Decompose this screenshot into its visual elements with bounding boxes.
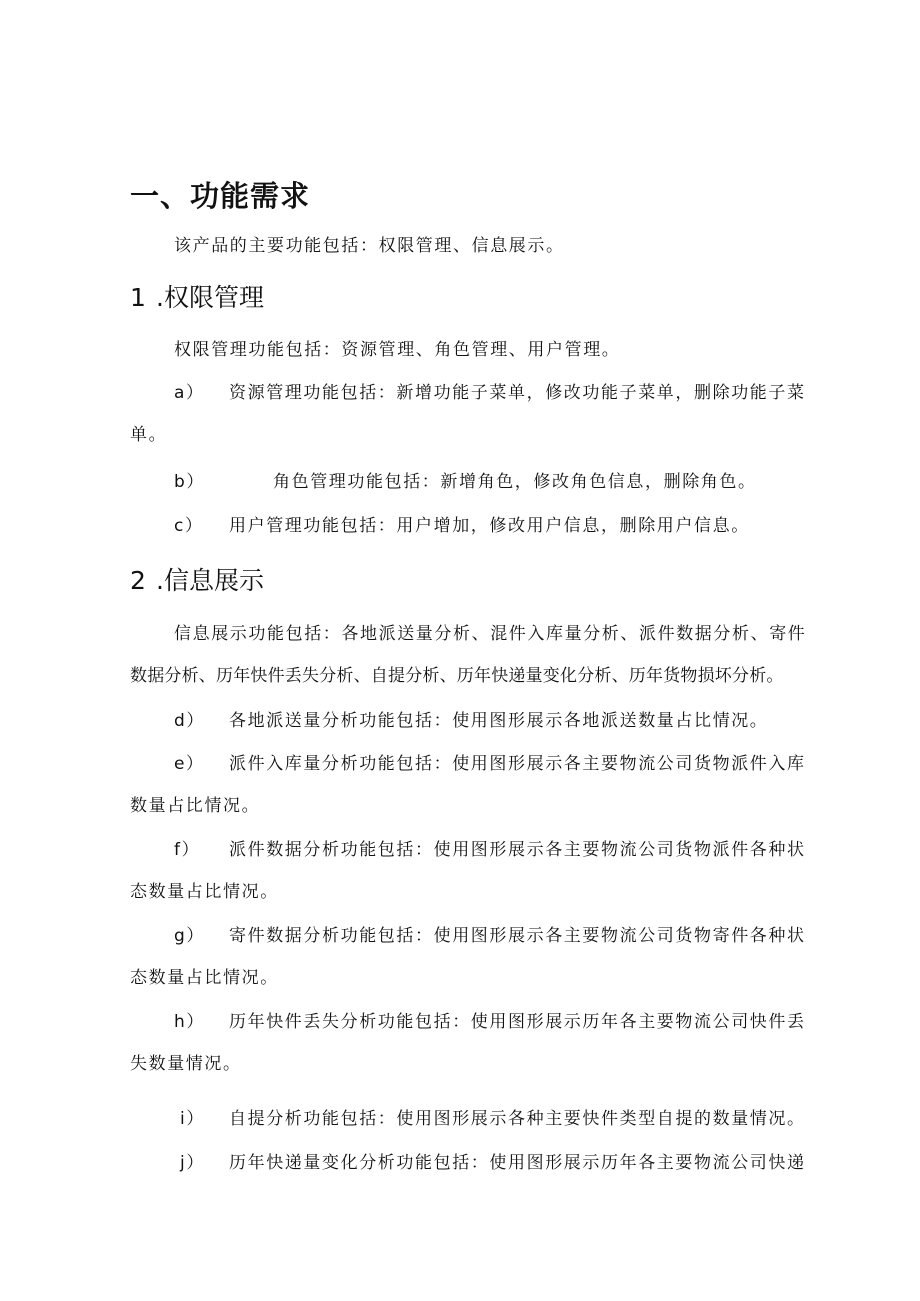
list-item-j <box>130 1142 806 1184</box>
list-item-f <box>130 829 806 913</box>
subsection-number: 1 <box>130 283 146 312</box>
list-item-text-continued: 态数量占比情况。 <box>130 882 279 902</box>
subsection-number: 2 <box>130 566 146 595</box>
intro-paragraph <box>130 225 802 267</box>
list-item-h <box>130 1001 806 1085</box>
list-item-text: 资源管理功能包括：新增功能子菜单，修改功能子菜单，删除功能子菜 <box>229 383 806 403</box>
info-intro-text: 信息展示功能包括：各地派送量分析、混件入库量分析、派件数据分析、寄件 <box>174 624 807 644</box>
list-item-text-continued: 数量占比情况。 <box>130 796 261 816</box>
info-intro-text-continued: 数据分析、历年快件丢失分析、自提分析、历年快递量变化分析、历年货物损坏分析。 <box>130 666 784 686</box>
list-item-text: 各地派送量分析功能包括：使用图形展示各地派送数量占比情况。 <box>229 711 769 731</box>
list-item-text-continued: 失数量情况。 <box>130 1054 242 1074</box>
list-marker: i） <box>180 1109 205 1129</box>
section-title: 一、功能需求 <box>130 179 311 213</box>
list-item-c <box>130 505 802 547</box>
list-marker: d） <box>174 711 205 731</box>
list-marker: f） <box>174 840 201 860</box>
list-item-i <box>130 1098 806 1140</box>
list-item-a <box>130 372 806 456</box>
list-item-e <box>130 743 806 827</box>
list-marker: e） <box>174 754 205 774</box>
list-item-text: 派件入库量分析功能包括：使用图形展示各主要物流公司货物派件入库 <box>229 754 806 774</box>
list-marker: a） <box>174 383 205 403</box>
list-item-text-continued: 单。 <box>130 425 168 445</box>
list-item-text: 角色管理功能包括：新增角色，修改角色信息，删除角色。 <box>273 472 757 492</box>
permission-intro-paragraph <box>130 329 802 371</box>
list-item-text: 用户管理功能包括：用户增加，修改用户信息，删除用户信息。 <box>229 516 750 536</box>
list-item-text: 历年快件丢失分析功能包括：使用图形展示历年各主要物流公司快件丢 <box>229 1012 806 1032</box>
list-item-text: 自提分析功能包括：使用图形展示各种主要快件类型自提的数量情况。 <box>229 1109 806 1129</box>
subsection-info-heading <box>130 561 264 597</box>
list-item-b <box>130 461 802 503</box>
intro-text: 该产品的主要功能包括：权限管理、信息展示。 <box>174 236 565 256</box>
list-marker: c） <box>174 516 204 536</box>
list-marker: h） <box>174 1012 205 1032</box>
permission-intro-text: 权限管理功能包括：资源管理、角色管理、用户管理。 <box>174 340 621 360</box>
list-item-text-continued: 态数量占比情况。 <box>130 968 279 988</box>
list-item-text: 寄件数据分析功能包括：使用图形展示各主要物流公司货物寄件各种状 <box>229 926 806 946</box>
list-marker: b） <box>174 472 205 492</box>
list-item-text: 派件数据分析功能包括：使用图形展示各主要物流公司货物派件各种状 <box>229 840 806 860</box>
subsection-permission-heading <box>130 278 264 314</box>
subsection-title: .信息展示 <box>156 566 264 595</box>
list-item-g <box>130 915 806 999</box>
list-item-d <box>130 700 802 742</box>
list-marker: g） <box>174 926 205 946</box>
list-item-text: 历年快递量变化分析功能包括：使用图形展示历年各主要物流公司快递 <box>229 1153 806 1173</box>
subsection-title: .权限管理 <box>156 283 264 312</box>
info-intro-paragraph <box>130 613 807 697</box>
list-marker: j） <box>180 1153 205 1173</box>
